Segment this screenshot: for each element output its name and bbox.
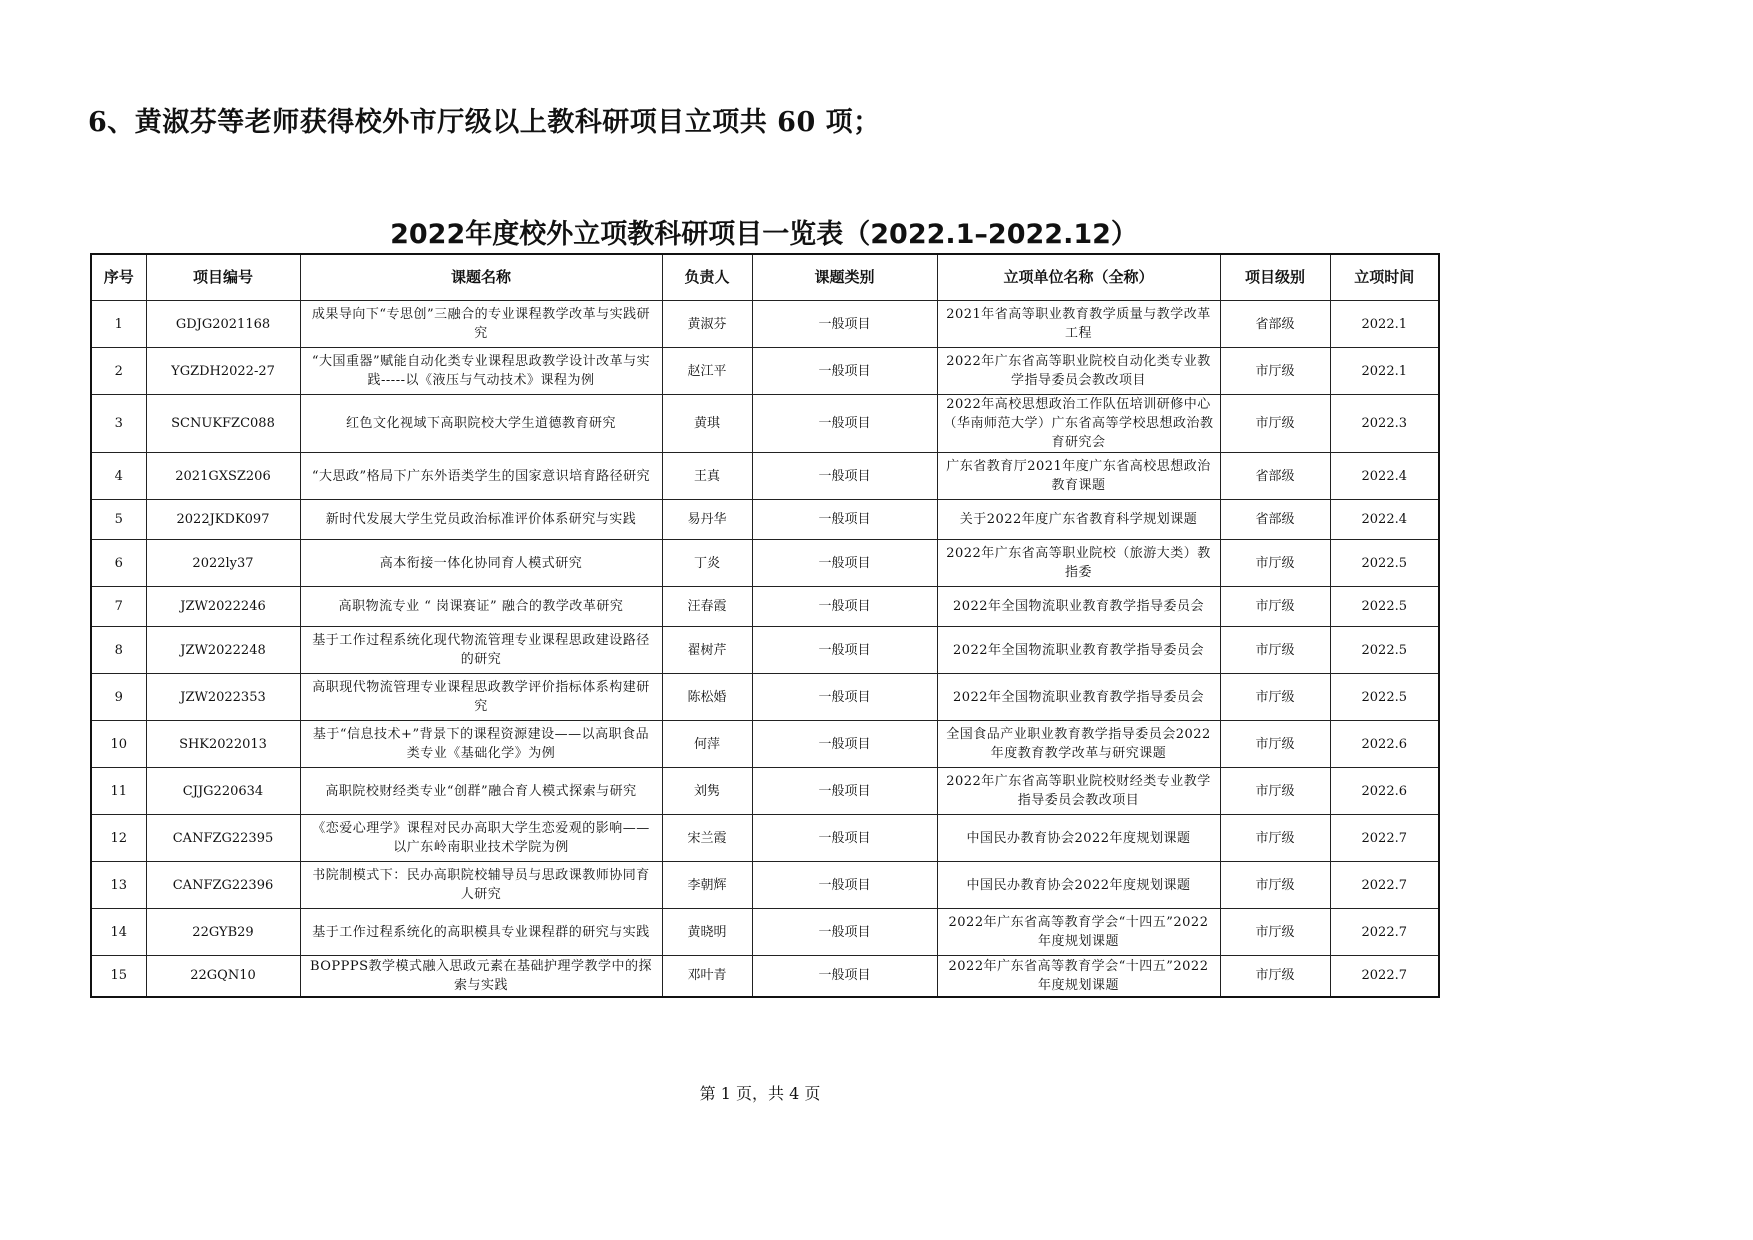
cell-approving-unit: 关于2022年度广东省教育科学规划课题 xyxy=(937,500,1220,540)
cell-project-title: 红色文化视域下高职院校大学生道德教育研究 xyxy=(300,395,662,453)
cell-date: 2022.7 xyxy=(1330,815,1439,862)
table-row xyxy=(91,721,1439,768)
cell-project-code: CANFZG22395 xyxy=(146,815,300,862)
cell-project-title: 新时代发展大学生党员政治标准评价体系研究与实践 xyxy=(300,500,662,540)
cell-project-title: 高本衔接一体化协同育人模式研究 xyxy=(300,540,662,587)
cell-index: 12 xyxy=(91,815,146,862)
cell-category: 一般项目 xyxy=(752,909,937,956)
cell-date: 2022.7 xyxy=(1330,956,1439,997)
cell-index: 9 xyxy=(91,674,146,721)
table-row xyxy=(91,301,1439,348)
cell-category: 一般项目 xyxy=(752,395,937,453)
cell-date: 2022.4 xyxy=(1330,500,1439,540)
cell-date: 2022.6 xyxy=(1330,768,1439,815)
cell-level: 市厅级 xyxy=(1220,540,1330,587)
table-row xyxy=(91,348,1439,395)
projects-table xyxy=(90,253,1440,998)
cell-category: 一般项目 xyxy=(752,301,937,348)
cell-approving-unit: 广东省教育厅2021年度广东省高校思想政治教育课题 xyxy=(937,453,1220,500)
cell-leader: 黄琪 xyxy=(662,395,752,453)
cell-index: 3 xyxy=(91,395,146,453)
cell-project-code: JZW2022248 xyxy=(146,627,300,674)
table-row xyxy=(91,627,1439,674)
cell-project-title: 《恋爱心理学》课程对民办高职大学生恋爱观的影响——以广东岭南职业技术学院为例 xyxy=(300,815,662,862)
cell-leader: 丁炎 xyxy=(662,540,752,587)
table-row xyxy=(91,768,1439,815)
cell-approving-unit: 2022年广东省高等职业院校自动化类专业教学指导委员会教改项目 xyxy=(937,348,1220,395)
cell-project-code: GDJG2021168 xyxy=(146,301,300,348)
cell-category: 一般项目 xyxy=(752,815,937,862)
section-heading: 6、黄淑芬等老师获得校外市厅级以上教科研项目立项共 60 项； xyxy=(88,107,881,138)
cell-leader: 李朝辉 xyxy=(662,862,752,909)
col-header-leader: 负责人 xyxy=(662,254,752,301)
cell-approving-unit: 2022年全国物流职业教育教学指导委员会 xyxy=(937,674,1220,721)
cell-date: 2022.5 xyxy=(1330,674,1439,721)
table-title: 2022年度校外立项教科研项目一览表（2022.1–2022.12） xyxy=(390,219,1138,250)
table-row xyxy=(91,815,1439,862)
cell-date: 2022.7 xyxy=(1330,862,1439,909)
cell-leader: 何萍 xyxy=(662,721,752,768)
table-row xyxy=(91,500,1439,540)
cell-project-title: 高职院校财经类专业“创群”融合育人模式探索与研究 xyxy=(300,768,662,815)
table-row xyxy=(91,453,1439,500)
cell-category: 一般项目 xyxy=(752,721,937,768)
col-header-approving-unit: 立项单位名称（全称） xyxy=(937,254,1220,301)
cell-approving-unit: 2022年广东省高等职业院校（旅游大类）教指委 xyxy=(937,540,1220,587)
cell-index: 5 xyxy=(91,500,146,540)
cell-project-code: 22GQN10 xyxy=(146,956,300,997)
cell-date: 2022.5 xyxy=(1330,627,1439,674)
cell-date: 2022.3 xyxy=(1330,395,1439,453)
table-row xyxy=(91,909,1439,956)
cell-level: 市厅级 xyxy=(1220,587,1330,627)
table-row xyxy=(91,674,1439,721)
table-row xyxy=(91,395,1439,453)
cell-date: 2022.1 xyxy=(1330,301,1439,348)
cell-index: 14 xyxy=(91,909,146,956)
cell-leader: 刘隽 xyxy=(662,768,752,815)
cell-project-code: CANFZG22396 xyxy=(146,862,300,909)
cell-date: 2022.5 xyxy=(1330,587,1439,627)
cell-level: 省部级 xyxy=(1220,453,1330,500)
cell-category: 一般项目 xyxy=(752,956,937,997)
cell-project-title: 基于“信息技术+”背景下的课程资源建设——以高职食品类专业《基础化学》为例 xyxy=(300,721,662,768)
cell-project-title: “大思政”格局下广东外语类学生的国家意识培育路径研究 xyxy=(300,453,662,500)
cell-project-title: 基于工作过程系统化现代物流管理专业课程思政建设路径的研究 xyxy=(300,627,662,674)
cell-index: 1 xyxy=(91,301,146,348)
cell-category: 一般项目 xyxy=(752,348,937,395)
cell-category: 一般项目 xyxy=(752,500,937,540)
cell-date: 2022.4 xyxy=(1330,453,1439,500)
cell-approving-unit: 中国民办教育协会2022年度规划课题 xyxy=(937,862,1220,909)
cell-approving-unit: 2022年广东省高等教育学会“十四五”2022年度规划课题 xyxy=(937,909,1220,956)
cell-index: 15 xyxy=(91,956,146,997)
cell-project-title: 高职物流专业 “ 岗课赛证” 融合的教学改革研究 xyxy=(300,587,662,627)
cell-project-title: 高职现代物流管理专业课程思政教学评价指标体系构建研究 xyxy=(300,674,662,721)
cell-leader: 黄淑芬 xyxy=(662,301,752,348)
cell-project-code: CJJG220634 xyxy=(146,768,300,815)
cell-category: 一般项目 xyxy=(752,627,937,674)
cell-date: 2022.1 xyxy=(1330,348,1439,395)
cell-category: 一般项目 xyxy=(752,453,937,500)
cell-category: 一般项目 xyxy=(752,862,937,909)
cell-approving-unit: 2021年省高等职业教育教学质量与教学改革工程 xyxy=(937,301,1220,348)
col-header-level: 项目级别 xyxy=(1220,254,1330,301)
cell-project-title: “大国重器”赋能自动化类专业课程思政教学设计改革与实践-----以《液压与气动技术》课程为例 xyxy=(300,348,662,395)
cell-level: 市厅级 xyxy=(1220,956,1330,997)
col-header-project-title: 课题名称 xyxy=(300,254,662,301)
cell-project-title: 成果导向下“专思创”三融合的专业课程教学改革与实践研究 xyxy=(300,301,662,348)
cell-date: 2022.5 xyxy=(1330,540,1439,587)
cell-approving-unit: 2022年全国物流职业教育教学指导委员会 xyxy=(937,627,1220,674)
cell-project-title: BOPPPS教学模式融入思政元素在基础护理学教学中的探索与实践 xyxy=(300,956,662,997)
cell-level: 市厅级 xyxy=(1220,627,1330,674)
col-header-index: 序号 xyxy=(91,254,146,301)
cell-approving-unit: 2022年广东省高等职业院校财经类专业教学指导委员会教改项目 xyxy=(937,768,1220,815)
cell-index: 10 xyxy=(91,721,146,768)
cell-leader: 赵江平 xyxy=(662,348,752,395)
cell-index: 13 xyxy=(91,862,146,909)
cell-project-code: 2022JKDK097 xyxy=(146,500,300,540)
page-footer: 第 1 页，共 4 页 xyxy=(699,1084,821,1103)
cell-category: 一般项目 xyxy=(752,768,937,815)
cell-level: 市厅级 xyxy=(1220,768,1330,815)
cell-project-code: 22GYB29 xyxy=(146,909,300,956)
cell-index: 2 xyxy=(91,348,146,395)
cell-level: 市厅级 xyxy=(1220,348,1330,395)
cell-index: 4 xyxy=(91,453,146,500)
table-row xyxy=(91,540,1439,587)
cell-level: 市厅级 xyxy=(1220,909,1330,956)
cell-project-code: 2022ly37 xyxy=(146,540,300,587)
cell-category: 一般项目 xyxy=(752,587,937,627)
table-header-row xyxy=(91,254,1439,301)
col-header-project-code: 项目编号 xyxy=(146,254,300,301)
cell-level: 市厅级 xyxy=(1220,815,1330,862)
cell-project-title: 基于工作过程系统化的高职模具专业课程群的研究与实践 xyxy=(300,909,662,956)
cell-category: 一般项目 xyxy=(752,674,937,721)
table-row xyxy=(91,587,1439,627)
table-row xyxy=(91,862,1439,909)
cell-project-code: SCNUKFZC088 xyxy=(146,395,300,453)
cell-leader: 宋兰霞 xyxy=(662,815,752,862)
cell-leader: 易丹华 xyxy=(662,500,752,540)
cell-leader: 翟树芹 xyxy=(662,627,752,674)
cell-project-code: YGZDH2022-27 xyxy=(146,348,300,395)
cell-leader: 邓叶青 xyxy=(662,956,752,997)
cell-index: 11 xyxy=(91,768,146,815)
cell-level: 省部级 xyxy=(1220,301,1330,348)
cell-project-code: JZW2022246 xyxy=(146,587,300,627)
cell-index: 7 xyxy=(91,587,146,627)
cell-category: 一般项目 xyxy=(752,540,937,587)
cell-project-code: JZW2022353 xyxy=(146,674,300,721)
cell-index: 6 xyxy=(91,540,146,587)
cell-leader: 汪春霞 xyxy=(662,587,752,627)
cell-leader: 陈松婚 xyxy=(662,674,752,721)
table-row xyxy=(91,956,1439,997)
cell-index: 8 xyxy=(91,627,146,674)
cell-approving-unit: 全国食品产业职业教育教学指导委员会2022年度教育教学改革与研究课题 xyxy=(937,721,1220,768)
cell-date: 2022.7 xyxy=(1330,909,1439,956)
cell-project-code: SHK2022013 xyxy=(146,721,300,768)
cell-level: 市厅级 xyxy=(1220,862,1330,909)
cell-approving-unit: 中国民办教育协会2022年度规划课题 xyxy=(937,815,1220,862)
cell-project-title: 书院制模式下：民办高职院校辅导员与思政课教师协同育人研究 xyxy=(300,862,662,909)
cell-date: 2022.6 xyxy=(1330,721,1439,768)
cell-level: 市厅级 xyxy=(1220,674,1330,721)
col-header-date: 立项时间 xyxy=(1330,254,1439,301)
cell-level: 省部级 xyxy=(1220,500,1330,540)
cell-leader: 黄晓明 xyxy=(662,909,752,956)
cell-project-code: 2021GXSZ206 xyxy=(146,453,300,500)
cell-approving-unit: 2022年广东省高等教育学会“十四五”2022年度规划课题 xyxy=(937,956,1220,997)
cell-approving-unit: 2022年高校思想政治工作队伍培训研修中心（华南师范大学）广东省高等学校思想政治教育研究会 xyxy=(937,395,1220,453)
cell-level: 市厅级 xyxy=(1220,395,1330,453)
cell-level: 市厅级 xyxy=(1220,721,1330,768)
cell-approving-unit: 2022年全国物流职业教育教学指导委员会 xyxy=(937,587,1220,627)
cell-leader: 王真 xyxy=(662,453,752,500)
col-header-category: 课题类别 xyxy=(752,254,937,301)
